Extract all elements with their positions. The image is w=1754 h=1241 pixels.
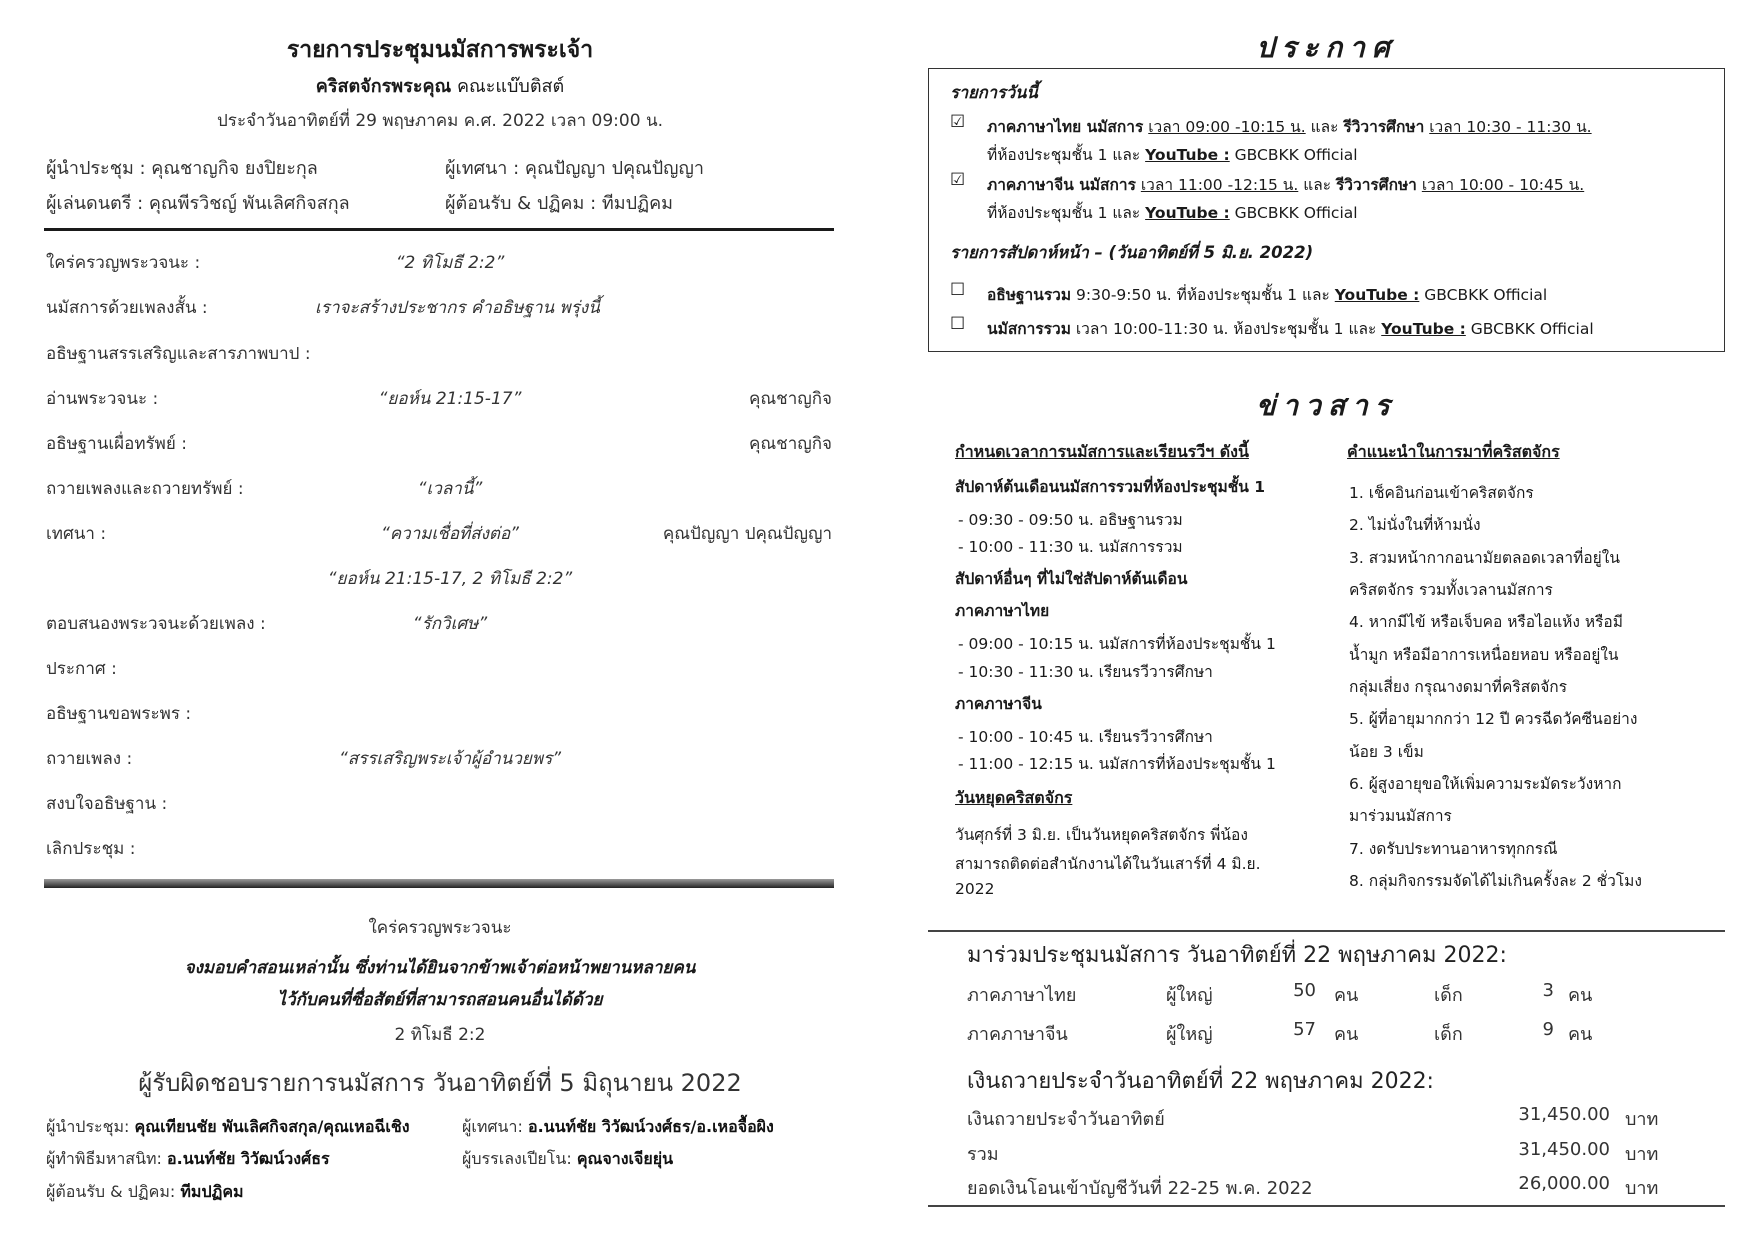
meditation-verse-line2: ไว้กับคนที่ซื่อสัตย์ที่สามารถสอนคนอื่นได้ด้วย [277,990,603,1010]
attendance-unit: คน [1568,985,1593,1006]
program-item-value: “สรรเสริญพระเจ้าผู้อำนวยพร” [338,749,562,769]
program-item-label: ประกาศ : [46,659,117,679]
today-item-place [987,200,1358,225]
youtube-link[interactable]: YouTube : [1334,286,1420,304]
guide-line: 6. ผู้สูงอายุขอให้เพิ่มความระมัดระวังหาก [1349,775,1622,793]
youtube-channel: GBCBKK Official [1234,204,1358,222]
youtube-link[interactable]: YouTube : [1145,146,1230,164]
youtube-link[interactable]: YouTube : [1145,204,1230,222]
offering-amount: 31,450.00 [1518,1104,1610,1125]
program-item-value: เราจะสร้างประชากร คำอธิษฐาน พรุ่งนี้ [315,298,600,318]
today-item-and: และ [1303,176,1332,194]
today-item-study-time: เวลา 10:30 - 11:30 น. [1429,118,1592,136]
attendance-child-label: เด็ก [1434,1024,1463,1045]
schedule-line: - 10:30 - 11:30 น. เรียนรวีวารศึกษา [958,663,1213,681]
today-item-time: เวลา 09:00 -10:15 น. [1148,118,1306,136]
meditation-heading: ใคร่ครวญพระวจนะ [368,918,512,938]
guide-heading: คำแนะนำในการมาที่คริสตจักร [1347,442,1560,461]
stats-bottom-divider [928,1205,1725,1207]
today-item-line [987,114,1592,139]
guide-line: น้ำมูก หรือมีอาการเหนื่อยหอบ หรืออยู่ใน [1349,646,1619,664]
attendance-unit: คน [1334,1024,1359,1045]
usher-line: ผู้ต้อนรับ & ปฏิคม : ทีมปฏิคม [445,193,673,214]
program-item-label: เทศนา : [46,524,107,544]
checked-box-icon: ☑ [950,112,966,132]
youtube-channel: GBCBKK Official [1234,146,1358,164]
schedule-line: สัปดาห์ต้นเดือนนมัสการรวมที่ห้องประชุมชั้น 1 [955,478,1265,496]
schedule-heading: กำหนดเวลาการนมัสการและเรียนรวีฯ ดังนี้ [955,442,1249,461]
offering-unit: บาท [1625,1109,1659,1130]
today-item-lang: ภาคภาษาจีน นมัสการ [987,176,1136,194]
next-item-text: 9:30-9:50 น. ที่ห้องประชุมชั้น 1 และ [1076,286,1330,304]
next-item-line [987,282,1547,307]
offering-label: ยอดเงินโอนเข้าบัญชีวันที่ 22-25 พ.ค. 2022 [967,1178,1313,1199]
attendance-child-label: เด็ก [1434,985,1463,1006]
holiday-heading: วันหยุดคริสตจักร [955,788,1073,807]
attendance-heading: มาร่วมประชุมนมัสการ วันอาทิตย์ที่ 22 พฤษภาคม 2022: [967,943,1507,968]
holiday-line: สามารถติดต่อสำนักงานได้ในวันเสาร์ที่ 4 มิ.ย. [955,855,1261,873]
leader-line: ผู้นำประชุม : คุณชาญกิจ ยงปิยะกุล [46,158,318,179]
next-week-usher-value: ทีมปฏิคม [180,1182,244,1201]
next-week-communion-value: อ.นนท์ชัย วิวัฒน์วงศ์ธร [167,1149,330,1168]
offering-unit: บาท [1625,1178,1659,1199]
preacher-line: ผู้เทศนา : คุณปัญญา ปคุณปัญญา [445,158,704,179]
program-item-person: คุณชาญกิจ [749,434,832,454]
offering-label: เงินถวายประจำวันอาทิตย์ [967,1109,1165,1130]
next-week-leader-label: ผู้นำประชุม: [46,1117,130,1136]
program-item-label: อธิษฐานขอพระพร : [46,704,192,724]
program-item-label: ตอบสนองพระวจนะด้วยเพลง : [46,614,266,634]
next-week-preacher-value: อ.นนท์ชัย วิวัฒน์วงศ์ธร/อ.เหอจื้อผิง [527,1117,774,1136]
next-item-title: อธิษฐานรวม [987,286,1072,304]
offering-amount: 31,450.00 [1518,1139,1610,1160]
next-week-leader [46,1115,410,1140]
stats-top-divider [928,930,1725,932]
attendance-unit: คน [1334,985,1359,1006]
program-item-value: “ยอห์น 21:15-17, 2 ทิโมธี 2:2” [327,569,573,589]
youtube-link[interactable]: YouTube : [1381,320,1466,338]
checked-box-icon: ☑ [950,170,966,190]
program-item-value: “2 ทิโมธี 2:2” [395,253,505,273]
meditation-reference: 2 ทิโมธี 2:2 [394,1025,486,1045]
today-item-place-text: ที่ห้องประชุมชั้น 1 และ [987,146,1141,164]
next-week-preacher [462,1115,774,1140]
youtube-channel: GBCBKK Official [1470,320,1594,338]
news-heading: ข่าวสาร [1256,389,1397,422]
attendance-adult-label: ผู้ใหญ่ [1166,1024,1213,1045]
next-item-text: เวลา 10:00-11:30 น. ห้องประชุมชั้น 1 และ [1075,320,1377,338]
today-item-place [987,142,1358,167]
program-item-label: สงบใจอธิษฐาน : [46,794,168,814]
program-item-label: อ่านพระวจนะ : [46,389,159,409]
today-item-time: เวลา 11:00 -12:15 น. [1140,176,1299,194]
holiday-line: วันศุกร์ที่ 3 มิ.ย. เป็นวันหยุดคริสตจักร พี่น้อง [955,826,1248,844]
musician-line: ผู้เล่นดนตรี : คุณพีรวิชญ์ พันเลิศกิจสกุล [46,193,350,214]
next-week-piano [462,1147,673,1172]
offering-heading: เงินถวายประจำวันอาทิตย์ที่ 22 พฤษภาคม 2022: [967,1069,1434,1094]
next-week-piano-value: คุณจางเจียยุ่น [576,1149,674,1168]
attendance-group: ภาคภาษาจีน [967,1024,1068,1045]
next-week-leader-value: คุณเทียนชัย พันเลิศกิจสกุล/คุณเหอฉีเชิง [134,1117,410,1136]
guide-line: กลุ่มเสี่ยง กรุณางดมาที่คริสตจักร [1349,678,1568,696]
schedule-line: - 09:30 - 09:50 น. อธิษฐานรวม [958,511,1183,529]
next-week-communion [46,1147,330,1172]
today-item-study: รีวิวารศึกษา [1343,118,1425,136]
attendance-unit: คน [1568,1024,1593,1045]
church-name-bold: คริสตจักรพระคุณ [315,76,452,97]
program-item-label: อธิษฐานเผื่อทรัพย์ : [46,434,187,454]
program-item-label: ใคร่ครวญพระวจนะ : [46,253,201,273]
next-week-usher [46,1180,244,1205]
program-item-label: ถวายเพลงและถวายทรัพย์ : [46,479,244,499]
program-item-person: คุณชาญกิจ [749,389,832,409]
today-item-study-time: เวลา 10:00 - 10:45 น. [1421,176,1585,194]
attendance-adult-label: ผู้ใหญ่ [1166,985,1213,1006]
guide-line: คริสตจักร รวมทั้งเวลานมัสการ [1349,581,1553,599]
guide-line: 1. เช็คอินก่อนเข้าคริสตจักร [1349,484,1534,502]
next-week-communion-label: ผู้ทำพิธีมหาสนิท: [46,1149,162,1168]
schedule-line: ภาคภาษาจีน [955,695,1042,713]
next-week-heading: ผู้รับผิดชอบรายการนมัสการ วันอาทิตย์ที่ 5 มิถุนายน 2022 [138,1069,742,1097]
church-name-rest: คณะแบ๊บติสต์ [456,76,565,97]
today-heading: รายการวันนี้ [950,83,1038,102]
program-item-label: เลิกประชุม : [46,839,136,859]
church-name [40,71,840,100]
next-week-usher-label: ผู้ต้อนรับ & ปฏิคม: [46,1182,176,1201]
offering-amount: 26,000.00 [1518,1173,1610,1194]
guide-line: มาร่วมนมัสการ [1349,807,1452,825]
guide-line: 5. ผู้ที่อายุมากกว่า 12 ปี ควรฉีดวัคซีนอย่าง [1349,710,1638,728]
schedule-line: ภาคภาษาไทย [955,602,1050,620]
guide-line: น้อย 3 เข็ม [1349,743,1424,761]
next-item-line [987,316,1594,341]
guide-line: 3. สวมหน้ากากอนามัยตลอดเวลาที่อยู่ใน [1349,549,1620,567]
unchecked-box-icon: ☐ [950,280,966,300]
attendance-adults: 50 [1293,980,1316,1001]
program-item-person: คุณปัญญา ปคุณปัญญา [662,524,832,544]
program-item-label: อธิษฐานสรรเสริญและสารภาพบาป : [46,344,311,364]
schedule-line: สัปดาห์อื่นๆ ที่ไม่ใช่สัปดาห์ต้นเดือน [955,570,1188,588]
announcements-heading: ประกาศ [1256,31,1397,64]
program-item-label: นมัสการด้วยเพลงสั้น : [46,298,208,318]
schedule-line: - 11:00 - 12:15 น. นมัสการที่ห้องประชุมชั้น 1 [958,755,1276,773]
attendance-adults: 57 [1293,1019,1316,1040]
program-item-value: “ความเชื่อที่ส่งต่อ” [381,524,519,544]
program-item-value: “ยอห์น 21:15-17” [378,389,522,409]
next-week-preacher-label: ผู้เทศนา: [462,1117,523,1136]
holiday-line: 2022 [955,880,995,898]
today-item-line [987,172,1584,197]
program-title: รายการประชุมนมัสการพระเจ้า [286,37,594,63]
schedule-line: - 10:00 - 11:30 น. นมัสการรวม [958,538,1183,556]
attendance-children: 3 [1542,980,1554,1001]
program-thick-divider [44,879,834,888]
next-item-title: นมัสการรวม [987,320,1071,338]
schedule-line: - 09:00 - 10:15 น. นมัสการที่ห้องประชุมชั้น 1 [958,635,1276,653]
program-item-value: “รักวิเศษ” [412,614,488,634]
today-item-lang: ภาคภาษาไทย นมัสการ [987,118,1144,136]
youtube-channel: GBCBKK Official [1424,286,1548,304]
today-item-study: รีวิวารศึกษา [1335,176,1417,194]
program-item-value: “เวลานี้” [417,479,483,499]
guide-line: 2. ไม่นั่งในที่ห้ามนั่ง [1349,516,1481,534]
unchecked-box-icon: ☐ [950,314,966,334]
guide-line: 4. หากมีไข้ หรือเจ็บคอ หรือไอแห้ง หรือมี [1349,613,1623,631]
attendance-children: 9 [1542,1019,1554,1040]
offering-unit: บาท [1625,1144,1659,1165]
program-date: ประจำวันอาทิตย์ที่ 29 พฤษภาคม ค.ศ. 2022 เวลา 09:00 น. [217,111,663,131]
next-week-schedule-heading: รายการสัปดาห์หน้า – (วันอาทิตย์ที่ 5 มิ.ย. 2022) [950,243,1314,262]
attendance-group: ภาคภาษาไทย [967,985,1077,1006]
next-week-piano-label: ผู้บรรเลงเปียโน: [462,1149,572,1168]
program-item-label: ถวายเพลง : [46,749,133,769]
offering-label: รวม [967,1144,999,1165]
schedule-line: - 10:00 - 10:45 น. เรียนรวีวารศึกษา [958,728,1213,746]
today-item-and: และ [1310,118,1339,136]
meditation-verse-line1: จงมอบคำสอนเหล่านั้น ซึ่งท่านได้ยินจากข้าพเจ้าต่อหน้าพยานหลายคน [184,958,696,978]
guide-line: 8. กลุ่มกิจกรรมจัดได้ไม่เกินครั้งละ 2 ชั่วโมง [1349,872,1642,890]
program-divider [44,228,834,231]
today-item-place-text: ที่ห้องประชุมชั้น 1 และ [987,204,1141,222]
guide-line: 7. งดรับประทานอาหารทุกกรณี [1349,840,1558,858]
